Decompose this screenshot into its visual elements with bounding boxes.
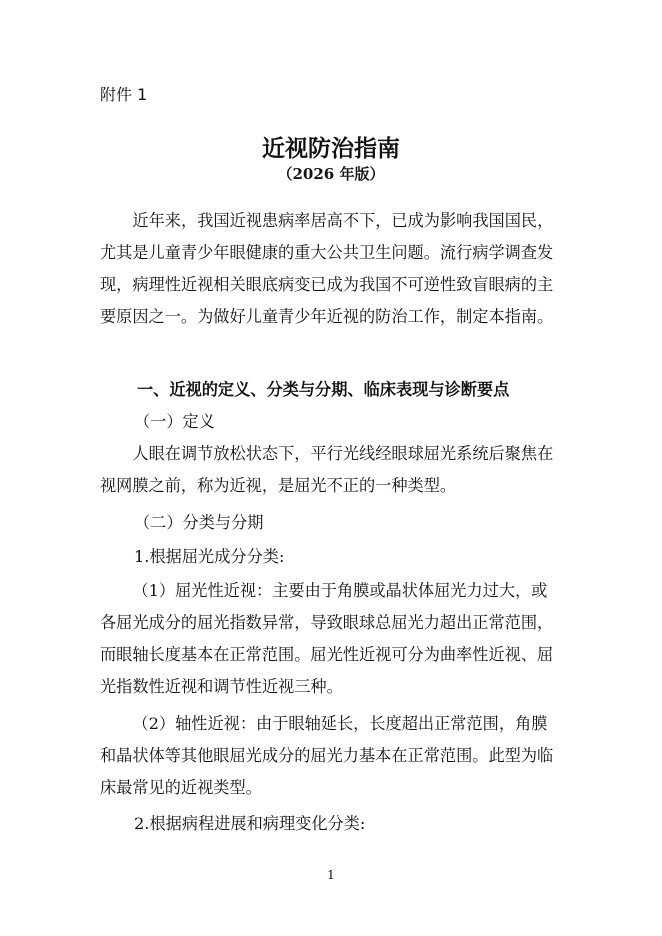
subsection-heading-definition: （一）定义 xyxy=(134,412,215,431)
refractive-myopia-paragraph: （1）屈光性近视：主要由于角膜或晶状体屈光力过大，或各屈光成分的屈光指数异常，导致眼球总屈光力超出正常范围，而眼轴长度基本在正常范围。屈光性近视可分为曲率性近视、屈光指数性近视和调节性近视三种。 xyxy=(100,581,554,696)
document-title: 近视防治指南 xyxy=(262,136,400,162)
item-heading-refractive-components: 1.根据屈光成分分类: xyxy=(134,547,285,566)
item-heading-progression: 2.根据病程进展和病理变化分类: xyxy=(134,814,366,833)
intro-paragraph: 近年来，我国近视患病率居高不下，已成为影响我国国民，尤其是儿童青少年眼健康的重大公共卫生问题。流行病学调查发现，病理性近视相关眼底病变已成为我国不可逆性致盲眼病的主要原因之一。为做好儿童青少年近视的防治工作，制定本指南。 xyxy=(100,211,554,326)
section-heading-1: 一、近视的定义、分类与分期、临床表现与诊断要点 xyxy=(137,380,510,399)
page-number: 1 xyxy=(327,868,335,882)
definition-paragraph: 人眼在调节放松状态下，平行光线经眼球屈光系统后聚焦在视网膜之前，称为近视，是屈光不正的一种类型。 xyxy=(100,444,554,495)
axial-myopia-paragraph: （2）轴性近视：由于眼轴延长，长度超出正常范围，角膜和晶状体等其他眼屈光成分的屈光力基本在正常范围。此型为临床最常见的近视类型。 xyxy=(100,714,554,797)
attachment-label: 附件 1 xyxy=(100,85,148,104)
document-edition: （2026 年版） xyxy=(277,165,385,183)
subsection-heading-classification: （二）分类与分期 xyxy=(134,513,264,532)
